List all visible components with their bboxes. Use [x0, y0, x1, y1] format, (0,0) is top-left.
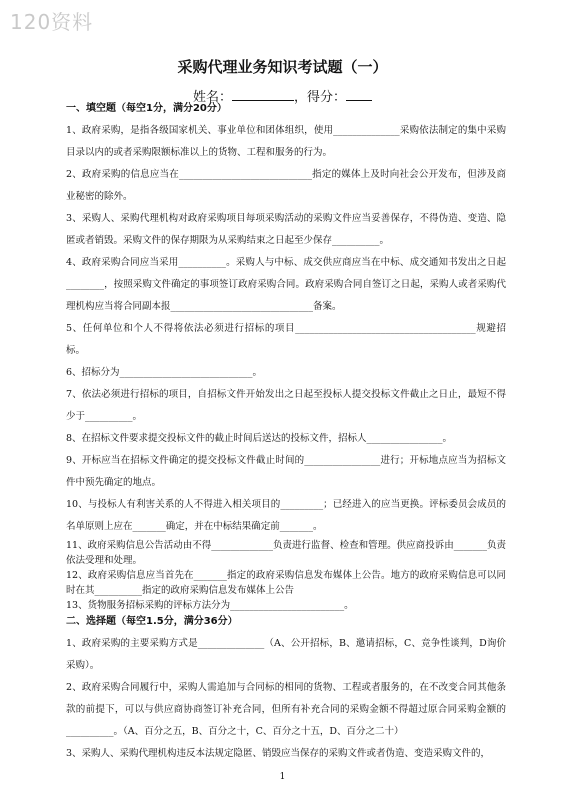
page-number: 1 — [279, 772, 286, 782]
name-blank — [232, 88, 294, 101]
question-1-6: 6、招标分为____________________________。 — [66, 367, 263, 378]
question-1-4: 4、政府采购合同应当采用__________。采购人与中标、成交供应商应当在中标、成交通知书发出之日起________，按照采购文件确定的事项签订政府采购合同。政府采购合同自签订之日起，采购人或者采购代理机构应当将合同副本报______________________________备案。 — [66, 257, 506, 312]
section-choice-heading: 二、选择题（每空1.5分，满分36分） — [66, 616, 238, 627]
question-1-10: 10、与投标人有利害关系的人不得进入相关项目的_________；已经进入的应当更换。评标委员会成员的名单原则上应在_______确定，并在中标结果确定前_______。 — [66, 499, 506, 532]
question-2-1: 1、政府采购的主要采购方式是______________（A、公开招标，B、邀请招标，C、竞争性谈判，D询价采购）。 — [66, 638, 506, 671]
question-1-9: 9、开标应当在招标文件确定的提交投标文件截止时间的________________进行；开标地点应当为招标文件中预先确定的地点。 — [66, 455, 506, 488]
name-label: 姓名： — [192, 90, 232, 105]
question-1-12: 12、政府采购信息应当首先在_______指定的政府采购信息发布媒体上公告。地方的政府采购信息可以同时在其__________指定的政府采购信息发布媒体上公告 — [66, 570, 506, 596]
question-2-3: 3、采购人、采购代理机构违反本法规定隐匿、销毁应当保存的采购文件或者伪造、变造采购文件的， — [66, 748, 491, 759]
exam-body — [66, 104, 506, 765]
question-1-11: 11、政府采购信息公告活动由不得_____________负责进行监督、检查和管理。供应商投诉由_______负责依法受理和处理。 — [66, 540, 506, 566]
question-1-13: 13、货物服务招标采购的评标方法分为________________________。 — [66, 600, 354, 611]
watermark-logo: 120资料 — [10, 10, 94, 34]
question-1-5: 5、任何单位和个人不得将依法必须进行招标的项目______________________________________规避招标。 — [66, 323, 506, 356]
question-1-7: 7、依法必须进行招标的项目，自招标文件开始发出之日起至投标人提交投标文件截止之日止，最短不得少于__________。 — [66, 389, 506, 422]
score-label: 得分： — [307, 90, 347, 105]
question-1-3: 3、采购人、采购代理机构对政府采购项目每项采购活动的采购文件应当妥善保存，不得伪造、变造、隐匿或者销毁。采购文件的保存期限为从采购结束之日起至少保存__________。 — [66, 213, 506, 246]
question-1-8: 8、在招标文件要求提交投标文件的截止时间后送达的投标文件，招标人________________。 — [66, 433, 453, 444]
question-2-2: 2、政府采购合同履行中，采购人需追加与合同标的相同的货物、工程或者服务的，在不改变合同其他条款的前提下，可以与供应商协商签订补充合同，但所有补充合同的采购金额不得超过原合同采购金额的__________。（A、百分之五，B、百分之十，C、百分之十五，D、百分之二十） — [66, 682, 506, 737]
score-blank — [346, 88, 372, 101]
question-1-1: 1、政府采购，是指各级国家机关、事业单位和团体组织，使用______________采购依法制定的集中采购目录以内的或者采购限额标准以上的货物、工程和服务的行为。 — [66, 125, 506, 158]
section-fill-in-heading: 一、填空题（每空1分，满分20分） — [66, 103, 227, 114]
name-separator: ， — [293, 90, 307, 105]
question-1-2: 2、政府采购的信息应当在____________________________指定的媒体上及时向社会公开发布，但涉及商业秘密的除外。 — [66, 169, 506, 202]
document-title: 采购代理业务知识考试题（一） — [177, 58, 388, 76]
